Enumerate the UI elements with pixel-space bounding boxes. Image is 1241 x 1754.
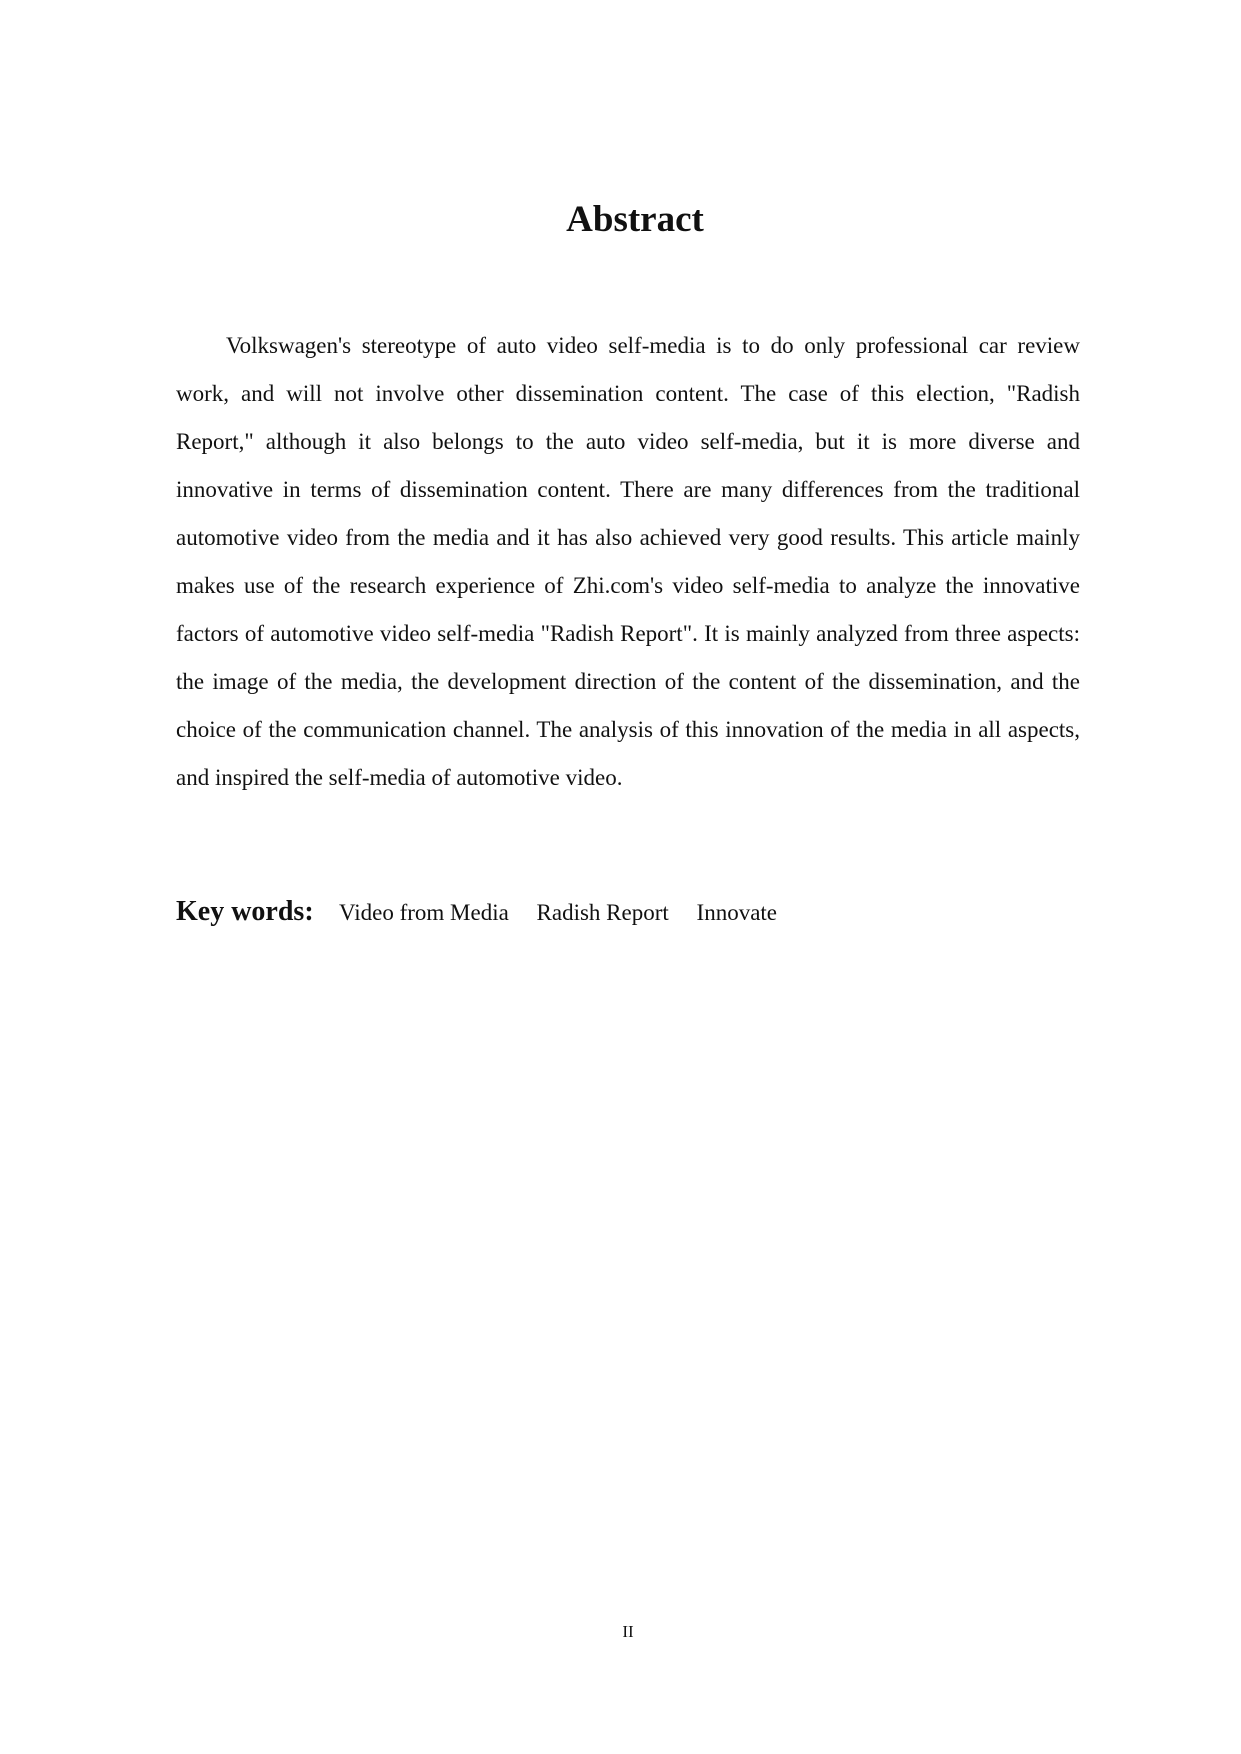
keyword-item: Radish Report	[536, 900, 669, 925]
keyword-item: Video from Media	[339, 900, 509, 925]
page-number: II	[622, 1622, 634, 1641]
page-title: Abstract	[566, 199, 704, 240]
keywords-line	[176, 888, 1080, 937]
abstract-paragraph: Volkswagen's stereotype of auto video self-media is to do only professional car review work, and will not involve other dissemination content. The case of this election, "Radish Report," although it also belongs to the auto video self-media, but it is more diverse and innovative in terms of dissemination content. There are many differences from the traditional automotive video from the media and it has also achieved very good results. This article mainly makes use of the research experience of Zhi.com's video self-media to analyze the innovative factors of automotive video self-media "Radish Report". It is mainly analyzed from three aspects: the image of the media, the development direction of the content of the dissemination, and the choice of the communication channel. The analysis of this innovation of the media in all aspects, and inspired the self-media of automotive video.	[176, 333, 1080, 790]
keyword-item: Innovate	[696, 900, 778, 925]
keywords-label: Key words:	[176, 896, 314, 927]
